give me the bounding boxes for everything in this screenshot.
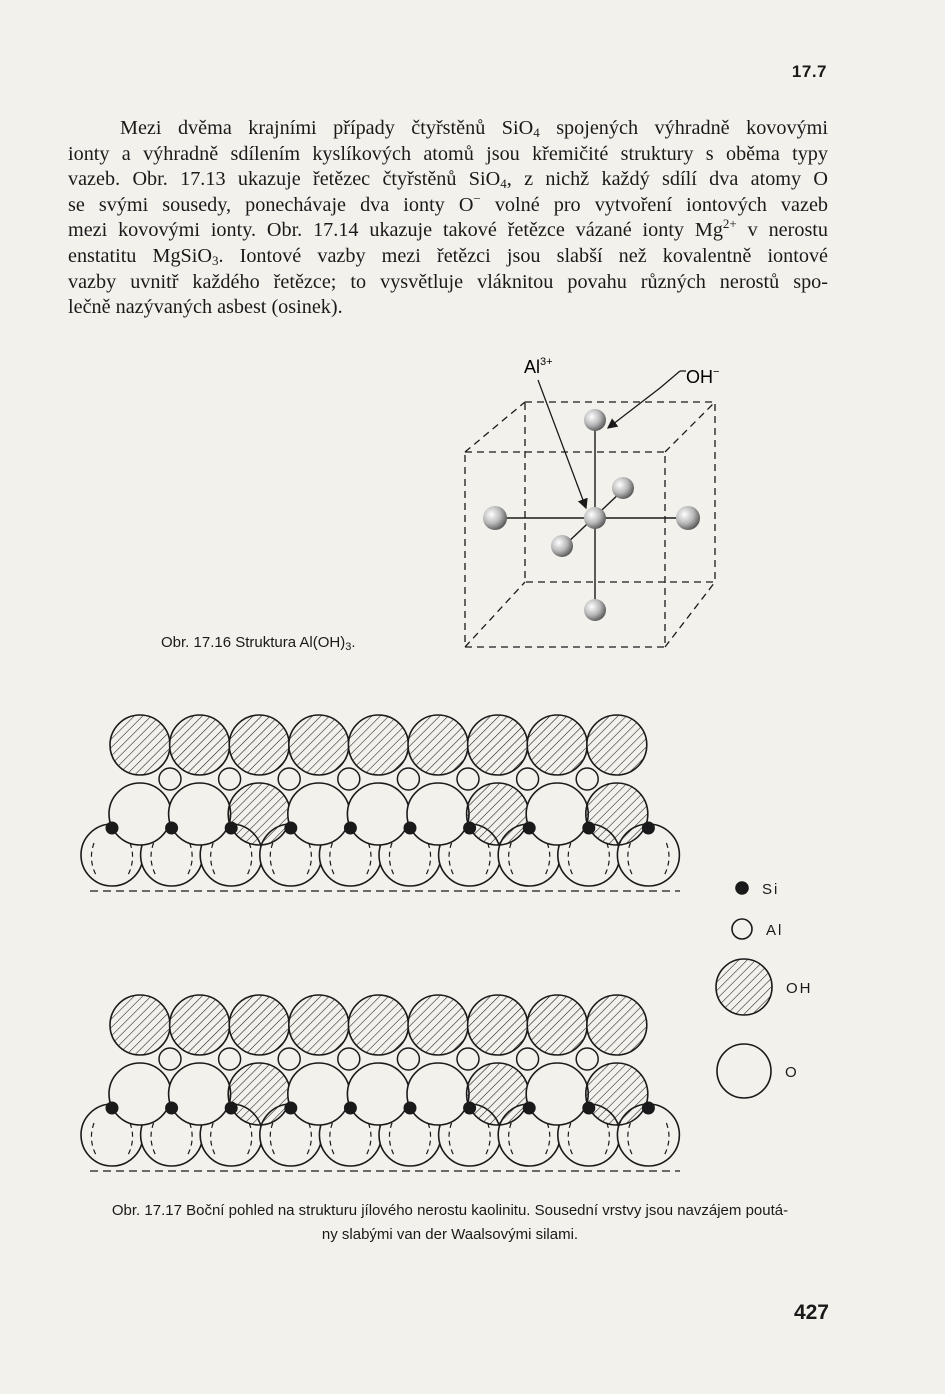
hydroxyl-group: [586, 1063, 648, 1125]
hydroxyl-group: [289, 715, 349, 775]
legend-label-oh: OH: [786, 980, 813, 997]
oxygen-atom: [526, 783, 588, 845]
oxygen-atom: [109, 783, 171, 845]
oxygen-atom: [526, 1063, 588, 1125]
silicon-atom: [225, 822, 237, 834]
body-paragraph: [68, 116, 828, 321]
section-number: 17.7: [791, 62, 827, 81]
paragraph-line: enstatitu MgSiO$_3$. Iontové vazby mezi řetězci jsou slabší než kovalentně iontové: [68, 244, 828, 268]
silicon-atom: [583, 822, 595, 834]
silicon-atom: [106, 1102, 118, 1114]
hydroxyl-group: [408, 995, 468, 1055]
silicon-atom: [523, 1102, 535, 1114]
paragraph-line: lečně nazývaných asbest (osinek).: [68, 296, 343, 319]
label-oh: OH−: [686, 366, 720, 387]
aluminium-atom: [159, 768, 181, 790]
hydroxyl-group: [527, 715, 587, 775]
oxygen-atom: [288, 1063, 350, 1125]
oxygen-atom: [169, 783, 231, 845]
al-pointer-arrow: [538, 380, 586, 508]
legend-label-o: O: [785, 1064, 799, 1081]
aluminium-atom: [278, 768, 300, 790]
oxygen-atom: [288, 783, 350, 845]
legend-swatch-oh: [716, 959, 772, 1015]
silicon-atom: [106, 822, 118, 834]
paragraph-line: vazeb. Obr. 17.13 ukazuje řetězec čtyřstěnů SiO$_4$, z nichž každý sdílí dva atomy O: [68, 168, 829, 192]
oh-sphere-bottom: [584, 599, 606, 621]
oh-sphere-top: [584, 409, 606, 431]
hydroxyl-group: [228, 1063, 290, 1125]
hydroxyl-group: [586, 783, 648, 845]
silicon-atom: [285, 822, 297, 834]
label-al: $Al^{3+}$: [524, 356, 553, 377]
hydroxyl-group: [170, 995, 230, 1055]
aluminium-atom: [219, 1048, 241, 1070]
oxygen-atom: [407, 1063, 469, 1125]
hydroxyl-group: [229, 995, 289, 1055]
silicon-atom: [642, 822, 654, 834]
figure-17-16-diagram: [440, 340, 750, 660]
oh-sphere-right: [676, 506, 700, 530]
silicon-atom: [404, 822, 416, 834]
hydroxyl-group: [468, 995, 528, 1055]
hydroxyl-group: [348, 715, 408, 775]
caption-line: Obr. 17.17 Boční pohled na strukturu jílového nerostu kaolinitu. Sousední vrstvy jsou navzájem poutá-: [111, 1202, 789, 1219]
silicon-atom: [344, 1102, 356, 1114]
hydroxyl-group: [229, 715, 289, 775]
cube-edge: [465, 582, 525, 647]
oxygen-atom: [407, 783, 469, 845]
kaolinite-layer-bottom: [81, 995, 680, 1171]
oxygen-atom: [169, 1063, 231, 1125]
aluminium-atom: [338, 1048, 360, 1070]
paragraph-line: vazby uvnitř každého řetězce; to vysvětluje vláknitou povahu různých nerostů spo-: [68, 270, 828, 293]
hydroxyl-group: [587, 715, 647, 775]
aluminium-atom: [517, 1048, 539, 1070]
cube-edge: [665, 402, 715, 452]
caption-line: ny slabými van der Waalsovými silami.: [321, 1226, 579, 1243]
hydroxyl-group: [348, 995, 408, 1055]
paragraph-line: ionty a výhradně sdílením kyslíkových atomů jsou křemičité struktury s oběma typy: [68, 142, 828, 165]
aluminium-atom: [576, 768, 598, 790]
hydroxyl-group: [110, 715, 170, 775]
silicon-atom: [404, 1102, 416, 1114]
aluminium-atom: [457, 1048, 479, 1070]
hydroxyl-group: [289, 995, 349, 1055]
oxygen-atom: [347, 1063, 409, 1125]
aluminium-atom: [397, 1048, 419, 1070]
paragraph-line: se svými sousedy, ponechávaje dva ionty O− volné pro vytvoření iontových vazeb: [68, 190, 829, 216]
oh-sphere-left: [483, 506, 507, 530]
oh-sphere-back: [612, 477, 634, 499]
aluminium-atom: [159, 1048, 181, 1070]
oh-sphere-front: [551, 535, 573, 557]
oxygen-atom: [347, 783, 409, 845]
silicon-atom: [464, 822, 476, 834]
figure-17-17-diagram: [60, 705, 830, 1185]
aluminium-atom: [397, 768, 419, 790]
hydroxyl-group: [467, 783, 529, 845]
oxygen-atom: [109, 1063, 171, 1125]
cube-edge: [665, 582, 715, 647]
al-sphere-center: [584, 507, 606, 529]
legend-swatch-o: [717, 1044, 771, 1098]
silicon-atom: [523, 822, 535, 834]
oh-pointer-arrow: [608, 371, 680, 428]
silicon-atom: [166, 1102, 178, 1114]
hydroxyl-group: [228, 783, 290, 845]
aluminium-atom: [457, 768, 479, 790]
cube-edge: [465, 402, 525, 452]
hydroxyl-group: [587, 995, 647, 1055]
silicon-atom: [166, 822, 178, 834]
hydroxyl-group: [110, 995, 170, 1055]
aluminium-atom: [576, 1048, 598, 1070]
aluminium-atom: [517, 768, 539, 790]
kaolinite-layer-top: [81, 715, 680, 891]
silicon-atom: [583, 1102, 595, 1114]
silicon-atom: [285, 1102, 297, 1114]
aluminium-atom: [278, 1048, 300, 1070]
silicon-atom: [225, 1102, 237, 1114]
hydroxyl-group: [527, 995, 587, 1055]
legend-swatch-al: [732, 919, 752, 939]
hydroxyl-group: [170, 715, 230, 775]
silicon-atom: [344, 822, 356, 834]
legend-swatch-si: [736, 882, 748, 894]
page-number: 427: [793, 1301, 829, 1324]
hydroxyl-group: [468, 715, 528, 775]
paragraph-line: Mezi dvěma krajními případy čtyřstěnů SiO$_4$ spojených výhradně kovovými: [120, 117, 828, 140]
figure-17-17-caption: [60, 1199, 840, 1247]
legend-label-si: Si: [762, 881, 780, 898]
aluminium-atom: [338, 768, 360, 790]
silicon-atom: [642, 1102, 654, 1114]
hydroxyl-group: [408, 715, 468, 775]
paragraph-line: mezi kovovými ionty. Obr. 17.14 ukazuje takové řetězce vázané ionty $Mg^{2+}$ v nerostu: [68, 216, 828, 242]
legend: [716, 881, 813, 1098]
aluminium-atom: [219, 768, 241, 790]
silicon-atom: [464, 1102, 476, 1114]
figure-17-16-caption: Obr. 17.16 Struktura $Al(OH)_3$.: [161, 634, 356, 653]
legend-label-al: Al: [766, 922, 784, 939]
hydroxyl-group: [467, 1063, 529, 1125]
